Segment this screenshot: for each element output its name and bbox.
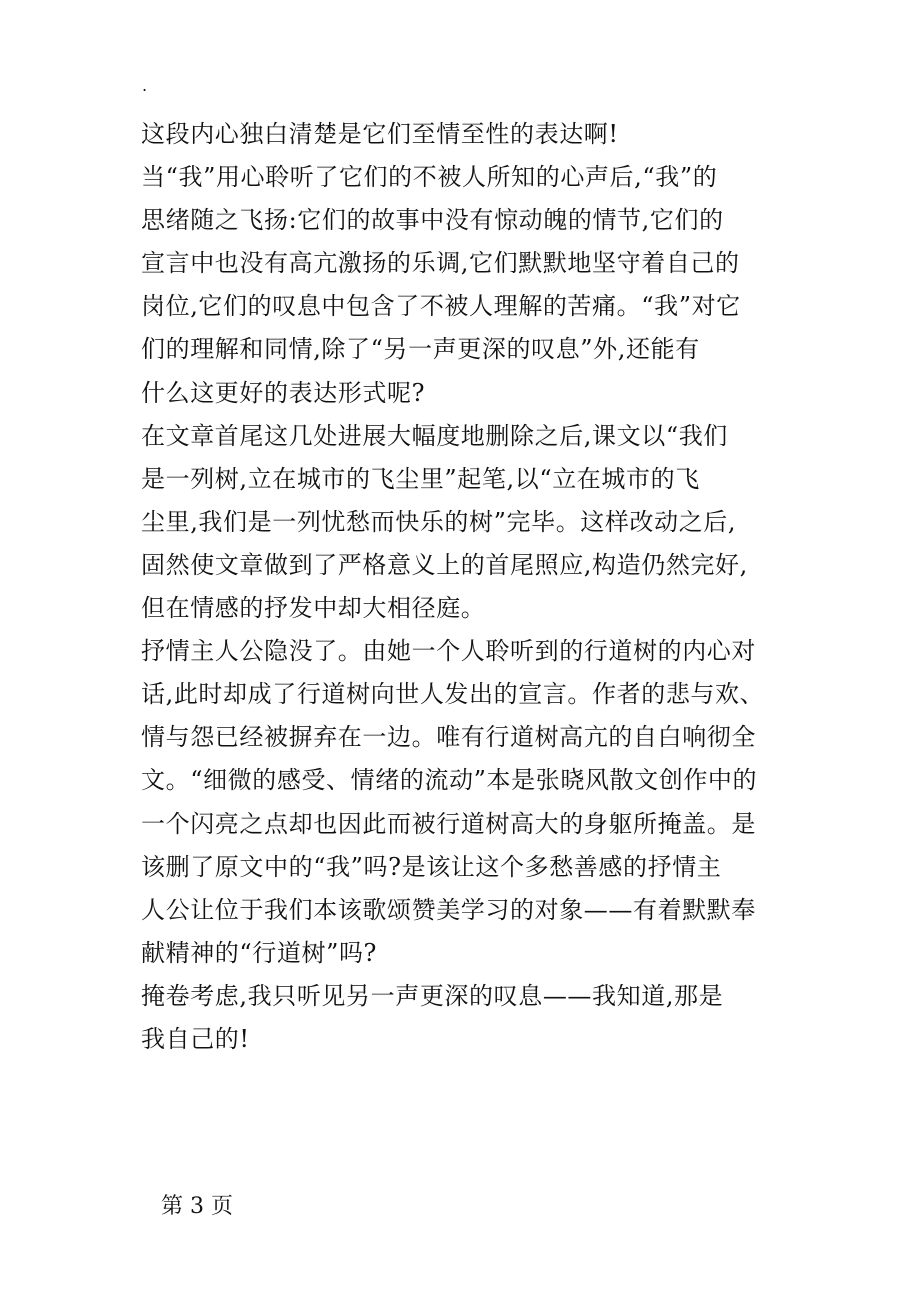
text-line: 掩卷考虑,我只听见另一声更深的叹息——我知道,那是	[141, 981, 724, 1010]
text-line: 一个闪亮之点却也因此而被行道树高大的身躯所掩盖。是	[141, 809, 756, 838]
text-line: 抒情主人公隐没了。由她一个人聆听到的行道树的内心对	[141, 637, 756, 666]
page-number: 第 3 页	[161, 1194, 233, 1219]
text-line: 文。“细微的感受、情绪的流动”本是张晓风散文创作中的	[141, 766, 758, 795]
text-line: 宣言中也没有高亢激扬的乐调,它们默默地坚守着自己的	[141, 249, 740, 278]
text-line: 在文章首尾这几处进展大幅度地删除之后,课文以“我们	[141, 421, 728, 450]
header-marker: .	[142, 76, 148, 95]
text-line: 们的理解和同情,除了“另一声更深的叹息”外,还能有	[141, 335, 700, 364]
text-line: 这段内心独白清楚是它们至情至性的表达啊!	[141, 120, 619, 148]
text-line: 献精神的“行道树”吗?	[141, 938, 378, 967]
text-line: 我自己的!	[141, 1024, 250, 1053]
text-line: 该删了原文中的“我”吗?是该让这个多愁善感的抒情主	[141, 852, 722, 881]
text-line: 岗位,它们的叹息中包含了不被人理解的苦痛。“我”对它	[141, 292, 741, 321]
text-line: 话,此时却成了行道树向世人发出的宣言。作者的悲与欢、	[141, 680, 765, 709]
text-line: 当“我”用心聆听了它们的不被人所知的心声后,“我”的	[141, 163, 718, 192]
text-line: 但在情感的抒发中却大相径庭。	[141, 594, 486, 623]
text-line: 尘里,我们是一列忧愁而快乐的树”完毕。这样改动之后,	[141, 507, 737, 536]
text-line: 什么这更好的表达形式呢?	[141, 378, 426, 407]
text-line: 人公让位于我们本该歌颂赞美学习的对象——有着默默奉	[141, 895, 756, 924]
body-text	[141, 113, 781, 1061]
text-line: 思绪随之飞扬:它们的故事中没有惊动魄的情节,它们的	[141, 206, 724, 235]
text-line: 是一列树,立在城市的飞尘里”起笔,以“立在城市的飞	[141, 464, 700, 493]
text-line: 固然使文章做到了严格意义上的首尾照应,构造仍然完好,	[141, 550, 748, 579]
text-line: 情与怨已经被摒弃在一边。唯有行道树高亢的自白响彻全	[141, 723, 756, 752]
